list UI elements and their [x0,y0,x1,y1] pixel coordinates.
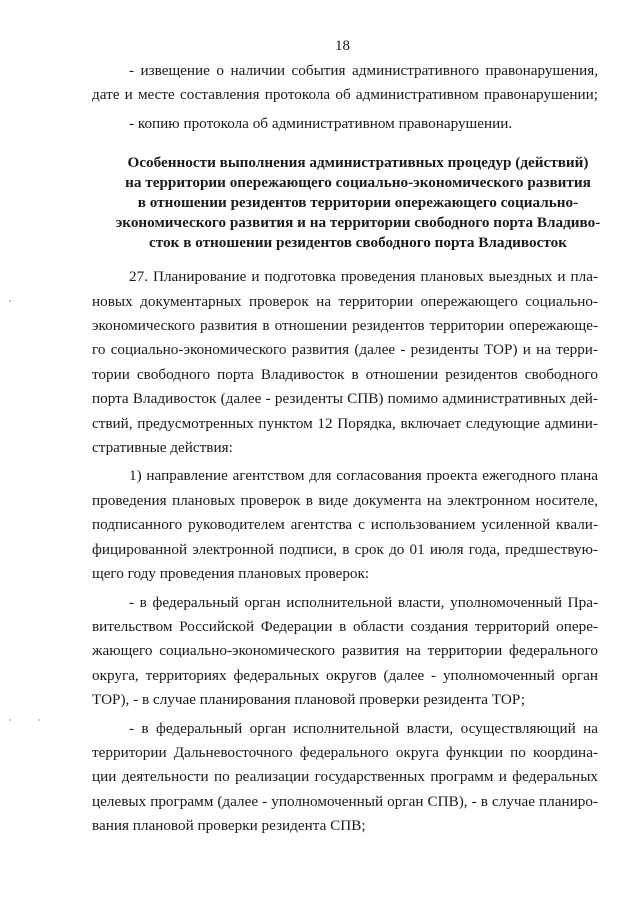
text-line: жающего социально-экономического развития на территории федерального [92,642,598,660]
paragraph-27 [92,265,598,460]
text-line: - в федеральный орган исполнительной власти, уполномоченный Пра- [129,593,598,611]
text-line: вания плановой проверки резидента СПВ; [92,817,366,835]
heading-line: сток в отношении резидентов свободного порта Владивосток [149,234,567,252]
text-line: проведения плановых проверок в виде документа на электронном носителе, [92,491,598,509]
list-item-1 [92,464,598,586]
text-line: порта Владивосток (далее - резиденты СПВ) помимо административных дей- [92,390,598,408]
text-line: го социально-экономического развития (далее - резиденты ТОР) и на терри- [92,341,598,359]
page-number: 18 [335,38,350,54]
text-line: подписанного руководителем агентства с использованием усиленной квали- [92,516,598,534]
text-line: щего году проведения плановых проверок: [92,565,370,583]
text-line: дате и месте составления протокола об административном правонарушении; [92,86,598,104]
text-line: ТОР), - в случае планирования плановой проверки резидента ТОР; [92,691,526,709]
scan-speck [9,719,11,721]
scan-speck [9,300,11,302]
text-line: 27. Планирование и подготовка проведения плановых выездных и пла- [129,268,598,286]
scan-speck [38,719,40,721]
text-line: ствий, предусмотренных пунктом 12 Порядка, включает следующие админи- [92,414,598,432]
text-line: стративные действия: [92,439,233,457]
heading-line: экономического развития и на территории свободного порта Владиво- [115,214,601,232]
heading-line: на территории опережающего социально-экономического развития [125,174,591,192]
text-line: - копию протокола об административном правонарушении. [129,114,513,132]
text-line: новых документарных проверок на территории опережающего социально- [92,292,598,310]
list-subitem-tor [92,591,598,713]
text-line: - извещение о наличии события административного правонарушения, [129,62,598,79]
text-line: ции деятельности по реализации государственных программ и федеральных [92,768,598,786]
heading-line: в отношении резидентов территории опережающего социально- [137,194,579,212]
text-line: тории свободного порта Владивосток в отношении резидентов свободного [92,365,598,383]
text-line: 1) направление агентством для согласования проекта ежегодного плана [129,467,598,485]
text-line: целевых программ (далее - уполномоченный орган СПВ), - в случае планиро- [92,792,598,810]
text-line: округа, территориях федеральных округов (далее - уполномоченный орган [92,666,598,684]
heading-line: Особенности выполнения административных процедур (действий) [127,154,589,172]
text-line: территории Дальневосточного федерального округа функции по координа- [92,743,598,761]
document-body [92,59,601,839]
text-line: - в федеральный орган исполнительной власти, осуществляющий на [129,719,598,737]
text-line: вительством Российской Федерации в области создания территорий опере- [92,617,598,635]
section-heading [105,153,611,253]
intro-item-copy [92,112,598,136]
intro-item-notice [92,59,598,108]
list-subitem-spv [92,717,598,839]
text-line: экономического развития в отношении резидентов территории опережающе- [92,317,598,335]
text-line: фицированной электронной подписи, в срок до 01 июля года, предшествую- [92,540,598,558]
